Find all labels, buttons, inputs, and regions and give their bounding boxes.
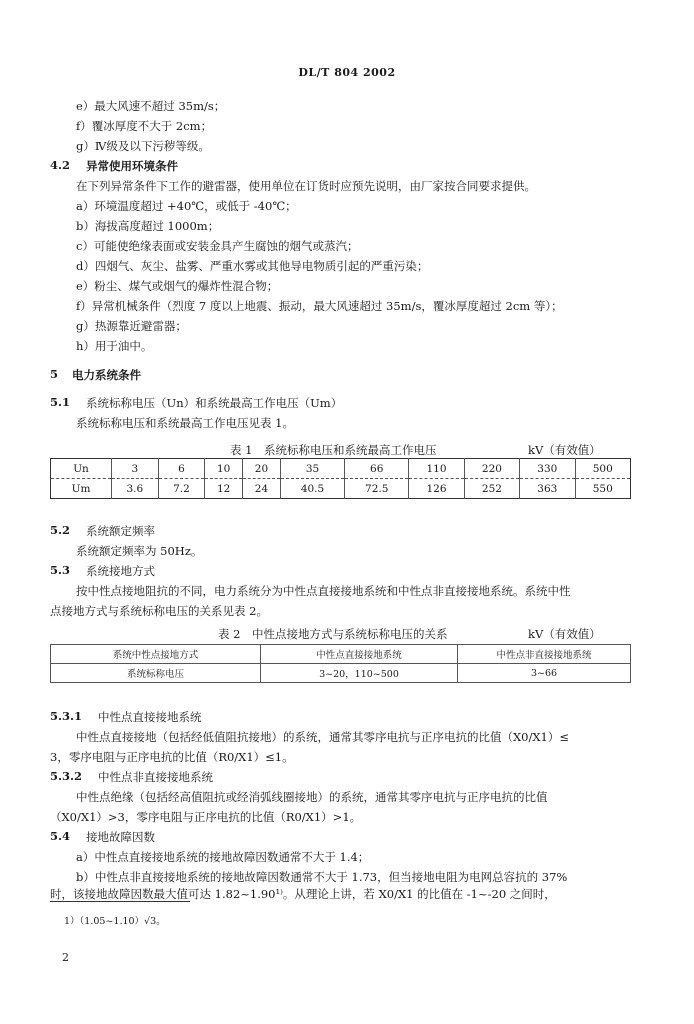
- footnote: 1）（1.05~1.10）√3。: [64, 916, 166, 927]
- section-number: 5.1: [50, 395, 71, 409]
- table-cell: 20: [243, 459, 281, 479]
- section-number: 5.3.1: [50, 709, 83, 723]
- list-item: e）粉尘、煤气或烟气的爆炸性混合物；: [76, 279, 279, 293]
- row-label: Um: [51, 479, 112, 499]
- paragraph: 点接地方式与系统标称电压的关系见表 2。: [50, 604, 268, 618]
- row-label: Un: [51, 459, 112, 479]
- paragraph: 系统标称电压和系统最高工作电压见表 1。: [76, 416, 294, 430]
- list-item: h）用于油中。: [76, 339, 153, 353]
- paragraph: （X0/X1）>3，零序电阻与正序电抗的比值（R0/X1）>1。: [50, 810, 362, 824]
- section-number: 5.2: [50, 523, 71, 537]
- list-item: e）最大风速不超过 35m/s；: [76, 99, 226, 113]
- table-cell: 35: [280, 459, 344, 479]
- section-title: 中性点非直接接地系统: [98, 770, 213, 784]
- grounding-table: [50, 644, 631, 683]
- footnote-divider: [50, 901, 190, 902]
- list-item: g）Ⅳ级及以下污秽等级。: [76, 139, 210, 153]
- column-header: 系统中性点接地方式: [51, 645, 261, 664]
- paragraph: 系统额定频率为 50Hz。: [76, 544, 203, 558]
- table-cell: 7.2: [158, 479, 205, 499]
- table-caption: 表 1 系统标称电压和系统最高工作电压: [230, 443, 437, 457]
- table-cell: 500: [575, 459, 630, 479]
- table-row: [51, 664, 631, 683]
- table-row: [51, 459, 631, 479]
- table-header-row: [51, 645, 631, 664]
- table-caption: 表 2 中性点接地方式与系统标称电压的关系: [218, 627, 448, 641]
- table-cell: 66: [345, 459, 409, 479]
- page-number: 2: [62, 951, 69, 964]
- table-cell: 363: [520, 479, 575, 499]
- list-item: c）可能使绝缘表面或安装金具产生腐蚀的烟气或蒸汽；: [76, 239, 359, 253]
- table-cell: 72.5: [345, 479, 409, 499]
- table-cell: 系统标称电压: [51, 664, 261, 683]
- table-cell: 40.5: [280, 479, 344, 499]
- paragraph: 中性点直接接地（包括经低值阻抗接地）的系统，通常其零序电抗与正序电抗的比值（X0/X1）≤: [76, 730, 570, 744]
- section-title: 接地故障因数: [86, 830, 155, 844]
- list-item: 时，该接地故障因数最大值可达 1.82~1.90¹⁾。从理论上讲，若 X0/X1 的比值在 -1~-20 之间时，: [50, 887, 556, 901]
- section-number: 4.2: [50, 158, 71, 172]
- list-item: b）中性点非直接接地系统的接地故障因数通常不大于 1.73，但当接地电阻为电网总容抗的 37%: [76, 870, 568, 884]
- column-header: 中性点非直接接地系统: [458, 645, 631, 664]
- list-item: f）异常机械条件（烈度 7 度以上地震、振动，最大风速超过 35m/s，覆冰厚度超过 2cm 等）；: [76, 299, 563, 313]
- column-header: 中性点直接接地系统: [261, 645, 458, 664]
- paragraph: 按中性点接地阻抗的不同，电力系统分为中性点直接接地系统和中性点非直接接地系统。系统中性: [76, 584, 571, 598]
- table-cell: 126: [409, 479, 464, 499]
- section-title: 异常使用环境条件: [86, 159, 178, 173]
- table-cell: 220: [464, 459, 519, 479]
- list-item: d）四烟气、灰尘、盐雾、严重水雾或其他导电物质引起的严重污染；: [76, 259, 429, 273]
- section-title: 系统额定频率: [86, 524, 155, 538]
- table-row: [51, 479, 631, 499]
- section-title: 中性点直接接地系统: [98, 710, 202, 724]
- table-cell: 3~20，110~500: [261, 664, 458, 683]
- list-item: f）覆冰厚度不大于 2cm；: [76, 119, 213, 133]
- table-unit: kV（有效值）: [528, 627, 601, 641]
- table-cell: 330: [520, 459, 575, 479]
- list-item: a）环境温度超过 +40℃，或低于 -40℃；: [76, 199, 297, 213]
- section-number: 5.3.2: [50, 769, 83, 783]
- list-item: g）热源靠近避雷器；: [76, 319, 187, 333]
- table-cell: 3.6: [112, 479, 159, 499]
- section-title: 系统标称电压（Un）和系统最高工作电压（Um）: [86, 396, 343, 410]
- paragraph: 在下列异常条件下工作的避雷器，使用单位在订货时应预先说明，由厂家按合同要求提供。: [76, 179, 536, 193]
- section-number: 5: [50, 367, 59, 381]
- paragraph: 3，零序电阻与正序电抗的比值（R0/X1）≤1。: [50, 750, 294, 764]
- section-number: 5.3: [50, 563, 71, 577]
- voltage-table: [50, 458, 631, 499]
- table-cell: 252: [464, 479, 519, 499]
- table-unit: kV（有效值）: [528, 443, 601, 457]
- table-cell: 6: [158, 459, 205, 479]
- table-cell: 110: [409, 459, 464, 479]
- list-item: b）海拔高度超过 1000m；: [76, 219, 220, 233]
- table-cell: 24: [243, 479, 281, 499]
- list-item: a）中性点直接接地系统的接地故障因数通常不大于 1.4；: [76, 850, 370, 864]
- section-title: 系统接地方式: [86, 564, 155, 578]
- paragraph: 中性点绝缘（包括经高值阻抗或经消弧线圈接地）的系统，通常其零序电抗与正序电抗的比值: [76, 790, 548, 804]
- section-title: 电力系统条件: [72, 368, 141, 382]
- page-header: DL/T 804 2002: [298, 66, 396, 79]
- table-cell: 550: [592, 482, 613, 495]
- section-number: 5.4: [50, 829, 71, 843]
- table-cell: 12: [205, 479, 243, 499]
- table-cell: 3~66: [458, 664, 631, 683]
- table-cell: 10: [205, 459, 243, 479]
- table-cell: 3: [112, 459, 159, 479]
